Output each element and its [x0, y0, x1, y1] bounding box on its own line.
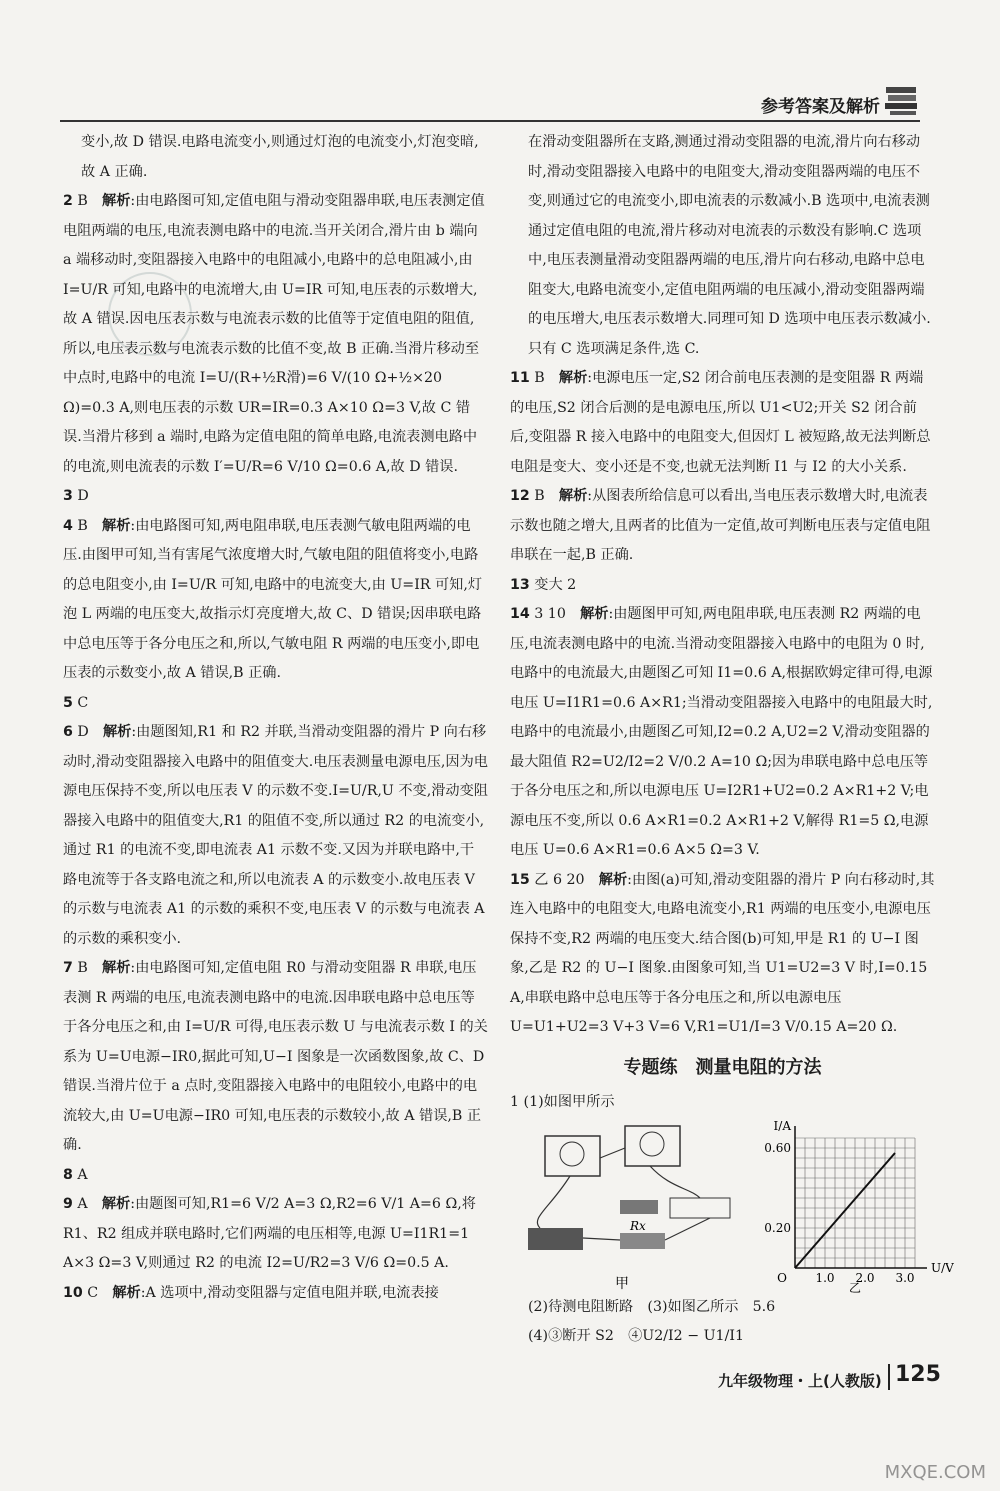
- origin-label: O: [777, 1270, 787, 1285]
- answer-item: [63, 718, 488, 954]
- item-number: 6: [63, 724, 73, 740]
- item-text: :电源电压一定,S2 闭合前电压表测的是变阻器 R 两端的电压,S2 闭合后测的是电源电压,所以 U1<U2;开关 S2 闭合前后,变阻器 R 接入电路中的电阻变大,但因灯 L 被短路,故无法判断总电阻是变大、变小还是不变,也就无法判断 I1 与 I2 的大小关系.: [510, 370, 931, 475]
- answer-item: [63, 954, 488, 1161]
- figures-svg: [510, 1118, 954, 1295]
- item-text: :由图(a)可知,滑动变阻器的滑片 P 向右移动时,其连入电路中的电阻变大,电路电流变小,R1 两端的电压变小,电源电压保持不变,R2 两端的电压变大.结合图(b)可知,甲是 R1 的 U−I 图象,乙是 R2 的 U−I 图象.由图象可知,当 U1=U2=3 V 时,I=0.15 A,串联电路中总电压等于各分电压之和,所以电源电压 U=U1+U2=3 V+3 V=6 V,R1=U1/I=3 V/0.15 A=20 Ω.: [510, 871, 935, 1035]
- item-keyword: 解析: [102, 724, 132, 740]
- answer-item: [63, 1190, 488, 1279]
- y-tick-label: 0.60: [764, 1140, 791, 1155]
- x-tick-label: 3.0: [895, 1270, 915, 1285]
- item-text: :由题图可知,R1=6 V/2 A=3 Ω,R2=6 V/1 A=6 Ω,将 R1、R2 组成并联电路时,它们两端的电压相等,电源 U=I1R1=1 A×3 Ω=3 V,则通过 R2 的电流 I2=U/R2=3 V/6 Ω=0.5 A.: [63, 1196, 476, 1271]
- item-answer: B: [534, 370, 545, 386]
- answer-item: [63, 512, 488, 689]
- item-number: 13: [510, 576, 530, 593]
- item-text: :A 选项中,滑动变阻器与定值电阻并联,电流表接: [140, 1284, 439, 1301]
- item-keyword: 解析: [598, 871, 628, 888]
- item-answer: 乙 6 20: [534, 871, 585, 888]
- watermark-text: MXQE.COM: [884, 1462, 986, 1483]
- answer-item: [63, 482, 488, 512]
- y-tick-label: 0.20: [764, 1220, 791, 1235]
- x-tick-label: 1.0: [815, 1270, 835, 1285]
- item-keyword: 解析: [558, 488, 588, 504]
- item-answer: B: [77, 517, 88, 534]
- item-answer: 变大 2: [534, 576, 577, 593]
- item-keyword: 解析: [101, 1196, 131, 1212]
- section-title: 专题练 测量电阻的方法: [623, 1056, 822, 1078]
- left-column: [63, 128, 488, 1308]
- item-answer: C: [77, 694, 89, 711]
- q1-lead: 1 (1)如图甲所示: [510, 1094, 615, 1110]
- y-axis-label: I/A: [773, 1118, 791, 1133]
- q1-line3: (4)③断开 S2 ④U2/I2 − U1/I1: [528, 1328, 744, 1344]
- answer-item: [63, 187, 488, 482]
- item-number: 11: [510, 370, 530, 386]
- footer-separator: [888, 1364, 890, 1390]
- item-text: :由电路图可知,定值电阻与滑动变阻器串联,电压表测定值电阻两端的电压,电流表测电路中的电流.当开关闭合,滑片由 b 端向 a 端移动时,变阻器接入电路中的电阻减小,电路中的总电阻减小,由 I=U/R 可知,电路中的电流增大,由 U=IR 可知,电压表的示数增大,故 A 错误.因电压表示数与电流表示数的比值等于定值电阻的阻值,所以,电压表示数与电流表示数的比值不变,故 B 正确.当滑片移动至中点时,电路中的电流 I=U/(R+½R滑)=6 V/(10 Ω+½×20 Ω)=0.3 A,则电压表的示数 UR=IR=0.3 A×10 Ω=3 V,故 C 错误.当滑片移到 a 端时,电路为定值电阻的简单电路,电流表测电路中的电流,则电流表的示数 I′=U/R=6 V/10 Ω=0.6 A,故 D 错误.: [63, 193, 485, 475]
- item-number: 2: [63, 193, 73, 209]
- item-answer: B: [534, 488, 545, 504]
- resistor-shape: [620, 1200, 658, 1214]
- fig-jia-label: 甲: [615, 1275, 629, 1292]
- item-text: :由电路图可知,两电阻串联,电压表测气敏电阻两端的电压.由图甲可知,当有害尾气浓度增大时,气敏电阻的阻值将变小,电路的总电阻变小,由 I=U/R 可知,电路中的电流变大,由 U=IR 可知,灯泡 L 两端的电压变大,故指示灯亮度增大,故 C、D 错误;因串联电路中总电压等于各分电压之和,所以,气敏电阻 R 两端的电压变小,即电压表的示数变小,故 A 错误,B 正确.: [63, 517, 483, 681]
- fig-yi-label: 乙: [848, 1280, 862, 1295]
- item-answer: B: [77, 960, 88, 976]
- books-icon: [884, 84, 920, 116]
- answer-item: [510, 600, 935, 866]
- item-keyword: 解析: [112, 1284, 141, 1301]
- item-answer: A: [77, 1196, 88, 1212]
- x-axis-label: U/V: [931, 1260, 954, 1275]
- switch-shape: [620, 1233, 665, 1249]
- header-title: 参考答案及解析: [761, 97, 880, 117]
- answer-item: [510, 571, 935, 601]
- item-answer: A: [77, 1166, 88, 1183]
- answer-item: [510, 364, 935, 482]
- item-number: 15: [510, 871, 530, 888]
- footer-book-title: 九年级物理・上(人教版): [718, 1372, 882, 1390]
- item-number: 14: [510, 606, 530, 622]
- item-keyword: 解析: [102, 193, 131, 209]
- answer-item: [63, 689, 488, 719]
- rheostat-shape: [670, 1198, 730, 1218]
- answer-item: [510, 482, 935, 571]
- answer-item: [63, 128, 488, 187]
- item-answer: C: [87, 1284, 99, 1301]
- item-answer: D: [77, 724, 89, 740]
- item-text: :由题图甲可知,两电阻串联,电压表测 R2 两端的电压,电流表测电路中的电流.当滑动变阻器接入电路中的电阻为 0 时,电路中的电流最大,由题图乙可知 I1=0.6 A,根据欧姆定律可得,电源电压 U=I1R1=0.6 A×R1;当滑动变阻器接入电路中的电阻最大时,电路中的电流最小,由题图乙可知,I2=0.2 A,U2=2 V,滑动变阻器的最大阻值 R2=U2/I2=2 V/0.2 A=10 Ω;因为串联电路中总电压等于各分电压之和,所以电源电压 U=I2R1+U2=0.2 A×R1+2 V;电源电压不变,所以 0.6 A×R1=0.2 A×R1+2 V,解得 R1=5 Ω,电源电压 U=0.6 A×R1=0.6 A×5 Ω=3 V.: [510, 606, 933, 858]
- answer-item: [63, 1161, 488, 1191]
- header-rule: [60, 120, 920, 122]
- answer-item: [510, 866, 935, 1043]
- item-number: 4: [63, 517, 73, 534]
- item-number: 9: [63, 1196, 73, 1212]
- item-text: :由电路图可知,定值电阻 R0 与滑动变阻器 R 串联,电压表测 R 两端的电压,电流表测电路中的电流.因串联电路中总电压等于各分电压之和,由 I=U/R 可得,电压表示数 U 与电流表示数 I 的关系为 U=U电源−IR0,据此可知,U−I 图象是一次函数图象,故 C、D 错误.当滑片位于 a 点时,变阻器接入电路中的电阻较小,电路中的电流较大,由 U=U电源−IR0 可知,电压表的示数较小,故 A 错误,B 正确.: [63, 960, 488, 1153]
- q1-line2: (2)待测电阻断路 (3)如图乙所示 5.6: [528, 1298, 776, 1315]
- answer-item: [63, 1279, 488, 1309]
- rx-label: Rx: [630, 1218, 646, 1233]
- item-number: 8: [63, 1166, 73, 1183]
- x-tick-label: 2.0: [855, 1270, 875, 1285]
- item-answer: D: [77, 488, 89, 504]
- voltmeter-dial: [640, 1132, 664, 1156]
- item-number: 10: [63, 1284, 83, 1301]
- item-keyword: 解析: [102, 517, 131, 534]
- ammeter-dial: [560, 1142, 584, 1166]
- page-number: 125: [895, 1362, 941, 1387]
- item-keyword: 解析: [102, 960, 131, 976]
- item-number: 3: [63, 488, 73, 504]
- item-text: 在滑动变阻器所在支路,测通过滑动变阻器的电流,滑片向右移动时,滑动变阻器接入电路中的电阻变大,滑动变阻器两端的电压不变,则通过它的电流变小,即电流表的示数减小.B 选项中,电流表测通过定值电阻的电流,滑片移动对电流表的示数没有影响.C 选项中,电压表测量滑动变阻器两端的电压,滑片向右移动,电路中总电阻变大,电路电流变小,定值电阻两端的电压减小,滑动变阻器两端的电压增大,电压表示数增大.同理可知 D 选项中电压表示数减小.只有 C 选项满足条件,选 C.: [528, 134, 931, 357]
- item-answer: B: [77, 193, 88, 209]
- item-answer: 3 10: [534, 606, 566, 622]
- item-number: 12: [510, 488, 530, 504]
- right-column: [510, 128, 954, 1352]
- item-text: :从图表所给信息可以看出,当电压表示数增大时,电流表示数也随之增大,且两者的比值为一定值,故可判断电压表与定值电阻串联在一起,B 正确.: [510, 488, 931, 563]
- item-number: 5: [63, 694, 73, 711]
- item-keyword: 解析: [580, 606, 609, 622]
- figures: [510, 1118, 954, 1295]
- battery-shape: [528, 1228, 583, 1250]
- item-number: 7: [63, 960, 73, 976]
- answer-item: [510, 128, 935, 364]
- item-keyword: 解析: [558, 370, 588, 386]
- item-text: 变小,故 D 错误.电路电流变小,则通过灯泡的电流变小,灯泡变暗,故 A 正确.: [81, 134, 479, 180]
- item-text: :由题图知,R1 和 R2 并联,当滑动变阻器的滑片 P 向右移动时,滑动变阻器接入电路中的阻值变大.电压表测量电源电压,因为电源电压保持不变,所以电压表 V 的示数不变.I=U/R,U 不变,滑动变阻器接入电路中的阻值变大,R1 的阻值不变,所以通过 R2 的电流变小,通过 R1 的电流不变,即电流表 A1 示数不变.又因为并联电路中,干路电流等于各支路电流之和,所以电流表 A 的示数变小.故电压表 V 的示数与电流表 A1 的示数的乘积不变,电压表 V 的示数与电流表 A 的示数的乘积变小.: [63, 724, 488, 947]
